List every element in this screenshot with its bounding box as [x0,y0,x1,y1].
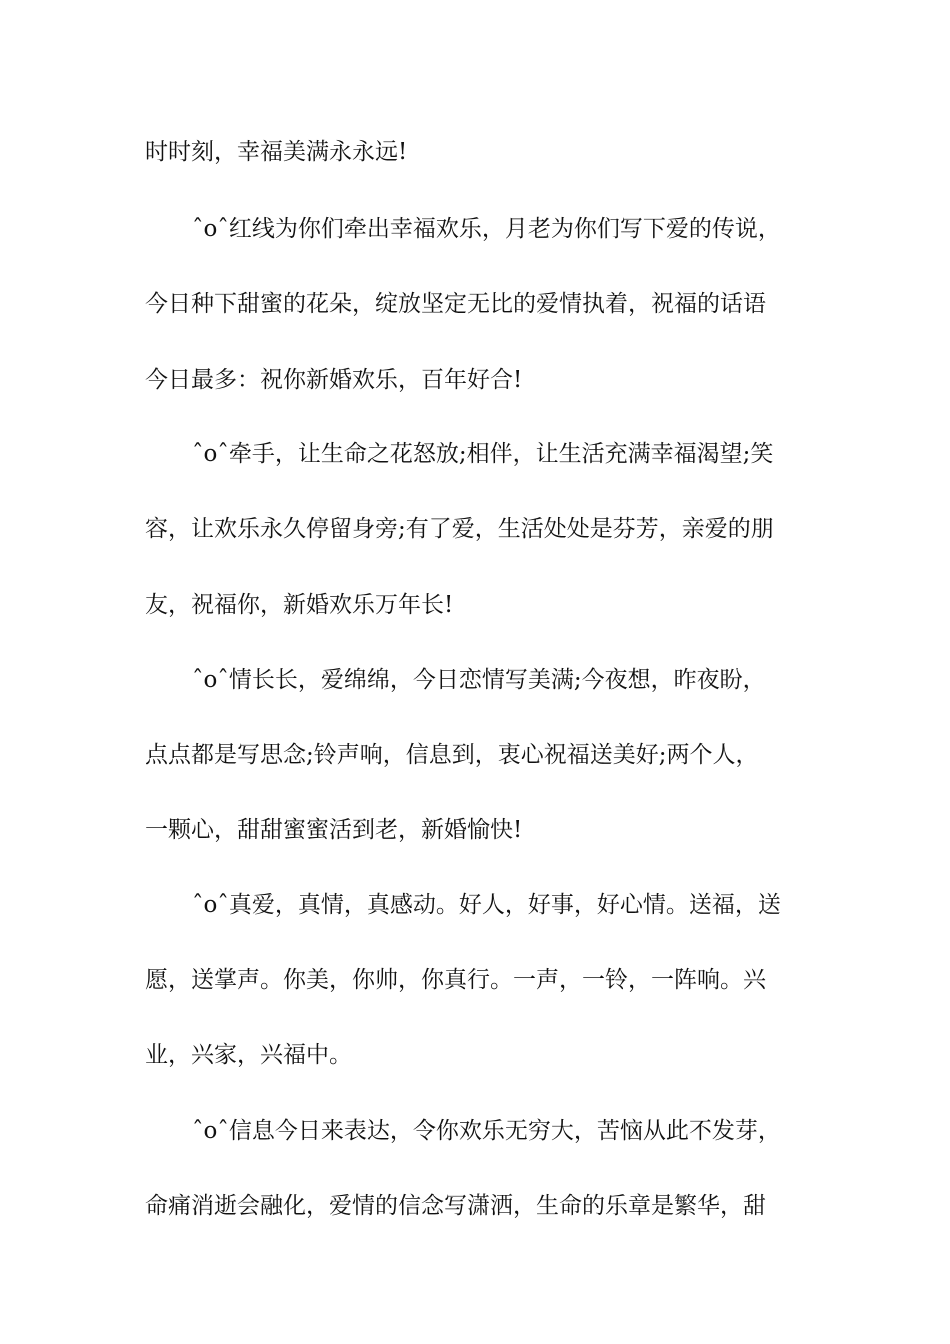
text-line: ˆoˆ信息今日来表达，令你欢乐无穷大，苦恼从此不发芽， [192,1118,781,1144]
text-line: 容，让欢乐永久停留身旁;有了爱，生活处处是芬芳，亲爱的朋 [145,516,774,542]
text-line: 命痛消逝会融化，爱情的信念写潇洒，生命的乐章是繁华，甜 [145,1193,766,1219]
text-line: 一颗心，甜甜蜜蜜活到老，新婚愉快! [145,817,523,843]
text-line: 今日最多：祝你新婚欢乐，百年好合! [145,367,523,393]
text-line: 业，兴家，兴福中。 [145,1042,352,1068]
text-line: 今日种下甜蜜的花朵，绽放坚定无比的爱情执着，祝福的话语 [145,291,766,317]
text-line: 友，祝福你，新婚欢乐万年长! [145,592,454,618]
text-line: ˆoˆ牵手，让生命之花怒放;相伴，让生活充满幸福渴望;笑 [192,441,774,467]
text-line: 时时刻，幸福美满永永远! [145,139,408,165]
text-line: ˆoˆ红线为你们牵出幸福欢乐，月老为你们写下爱的传说， [192,216,781,242]
text-line: 点点都是写思念;铃声响，信息到，衷心祝福送美好;两个人， [145,742,759,768]
text-line: ˆoˆ情长长，爱绵绵，今日恋情写美满;今夜想，昨夜盼， [192,667,766,693]
text-line: ˆoˆ真爱，真情，真感动。好人，好事，好心情。送福，送 [192,892,781,918]
text-line: 愿，送掌声。你美，你帅，你真行。一声，一铃，一阵响。兴 [145,967,766,993]
